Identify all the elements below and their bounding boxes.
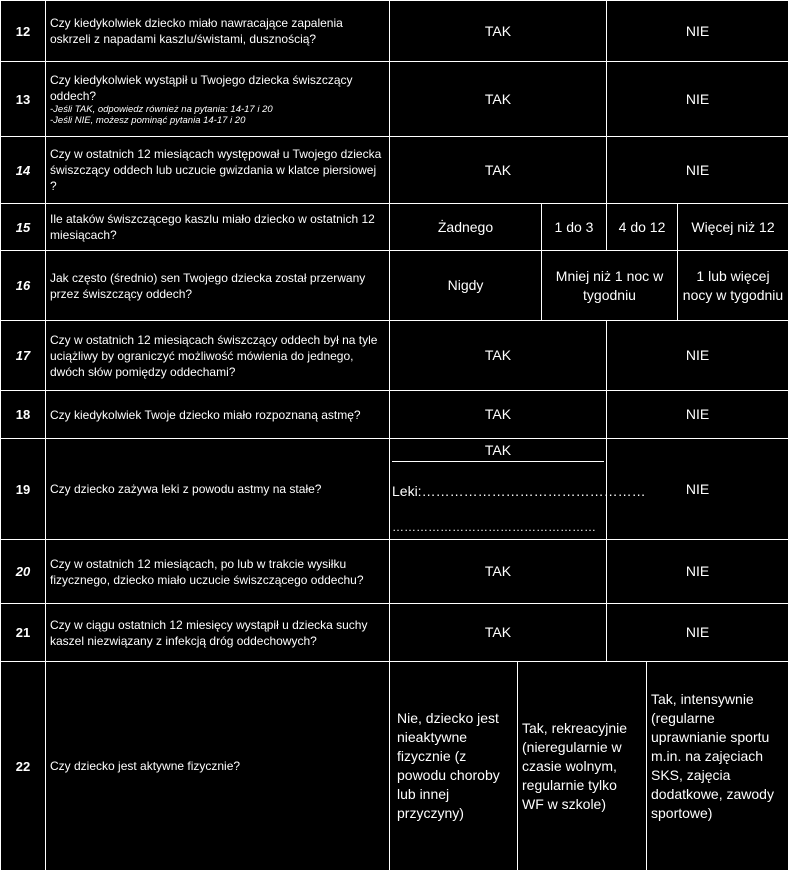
answer-option[interactable]: 1 do 3 [541, 203, 607, 251]
answer-yes[interactable]: TAK [389, 136, 607, 204]
medication-field[interactable]: Leki:………………………………………… [392, 483, 646, 499]
question-label: Czy w ostatnich 12 miesiącach świszczący oddech był na tyle uciążliwy by ograniczyć możliwość mówienia do jednego, dwóch słów pomiędzy oddechami? [50, 332, 378, 379]
question-number: 22 [0, 661, 46, 871]
answer-option[interactable]: Więcej niż 12 [677, 203, 789, 251]
question-text [45, 438, 390, 540]
answer-no[interactable]: NIE [606, 136, 789, 204]
question-label: Czy w ciągu ostatnich 12 miesięcy wystąpił u dziecka suchy kaszel niezwiązany z infekcją dróg oddechowych? [50, 617, 368, 648]
question-text [45, 320, 390, 391]
question-text [45, 603, 390, 662]
question-number: 14 [0, 136, 46, 204]
question-number: 12 [0, 0, 46, 62]
divider [392, 461, 604, 462]
answer-no[interactable]: NIE [606, 0, 789, 62]
question-number: 21 [0, 603, 46, 662]
answer-no[interactable]: NIE [606, 438, 789, 540]
answer-yes[interactable]: TAK [389, 603, 607, 662]
question-label: Czy w ostatnich 12 miesiącach, po lub w trakcie wysiłku fizycznego, dziecko miało uczucie świszczącego oddechu? [50, 556, 364, 587]
answer-yes[interactable]: TAK [389, 539, 607, 604]
answer-yes[interactable]: TAK [389, 390, 607, 439]
question-number: 19 [0, 438, 46, 540]
answer-no[interactable]: NIE [606, 390, 789, 439]
question-number: 20 [0, 539, 46, 604]
question-number: 16 [0, 250, 46, 321]
question-label: Czy kiedykolwiek Twoje dziecko miało rozpoznaną astmę? [50, 407, 361, 422]
answer-option[interactable]: Tak, intensywnie (regularne uprawnianie sportu m.in. na zajęciach SKS, zajęcia dodatkowe, zawody sportowe) [646, 661, 789, 871]
question-number: 18 [0, 390, 46, 439]
question-text [45, 0, 390, 62]
question-label: Jak często (średnio) sen Twojego dziecka został przerwany przez świszczący oddech? [50, 270, 366, 301]
answer-option[interactable]: 1 lub więcej nocy w tygodniu [677, 250, 789, 321]
answer-option[interactable]: Nie, dziecko jest nieaktywne fizycznie (z powodu choroby lub innej przyczyny) [389, 661, 518, 871]
question-number: 15 [0, 203, 46, 251]
answer-option[interactable]: Tak, rekreacyjnie (nieregularnie w czasie wolnym, regularnie tylko WF w szkole) [517, 661, 647, 871]
question-label: Czy w ostatnich 12 miesiącach występował u Twojego dziecka świszczący oddech lub uczucie gwizdania w klatce piersiowej ? [50, 147, 382, 193]
question-text [45, 390, 390, 439]
medication-field-line[interactable]: …………………………………………… [392, 520, 596, 534]
answer-yes[interactable]: TAK [389, 438, 607, 461]
question-text [45, 61, 390, 137]
question-text [45, 250, 390, 321]
question-label: Czy kiedykolwiek dziecko miało nawracające zapalenia oskrzeli z napadami kaszlu/świstami, dusznością? [50, 16, 343, 46]
question-label: Czy dziecko zażywa leki z powodu astmy na stałe? [50, 482, 322, 496]
answer-yes[interactable]: TAK [389, 61, 607, 137]
question-label: Ile ataków świszczącego kaszlu miało dziecko w ostatnich 12 miesiącach? [50, 212, 375, 242]
question-text [45, 539, 390, 604]
question-label: Czy dziecko jest aktywne fizycznie? [50, 759, 241, 773]
answer-yes[interactable]: TAK [389, 0, 607, 62]
answer-option[interactable]: 4 do 12 [606, 203, 678, 251]
question-text [45, 136, 390, 204]
answer-no[interactable]: NIE [606, 320, 789, 391]
answer-no[interactable]: NIE [606, 61, 789, 137]
answer-no[interactable]: NIE [606, 603, 789, 662]
question-note: -Jeśli NIE, możesz pominąć pytania 14-17 i 20 [50, 115, 246, 126]
divider [389, 461, 390, 540]
answer-option[interactable]: Żadnego [389, 203, 542, 251]
answer-yes[interactable]: TAK [389, 320, 607, 391]
answer-option[interactable]: Mniej niż 1 noc w tygodniu [541, 250, 678, 321]
question-label: Czy kiedykolwiek wystąpił u Twojego dziecka świszczący oddech? [50, 73, 353, 103]
question-text [45, 203, 390, 251]
answer-no[interactable]: NIE [606, 539, 789, 604]
question-text [45, 661, 390, 871]
question-number: 13 [0, 61, 46, 137]
answer-option[interactable]: Nigdy [389, 250, 542, 321]
question-note: -Jeśli TAK, odpowiedz również na pytania: 14-17 i 20 [50, 104, 273, 115]
question-number: 17 [0, 320, 46, 391]
